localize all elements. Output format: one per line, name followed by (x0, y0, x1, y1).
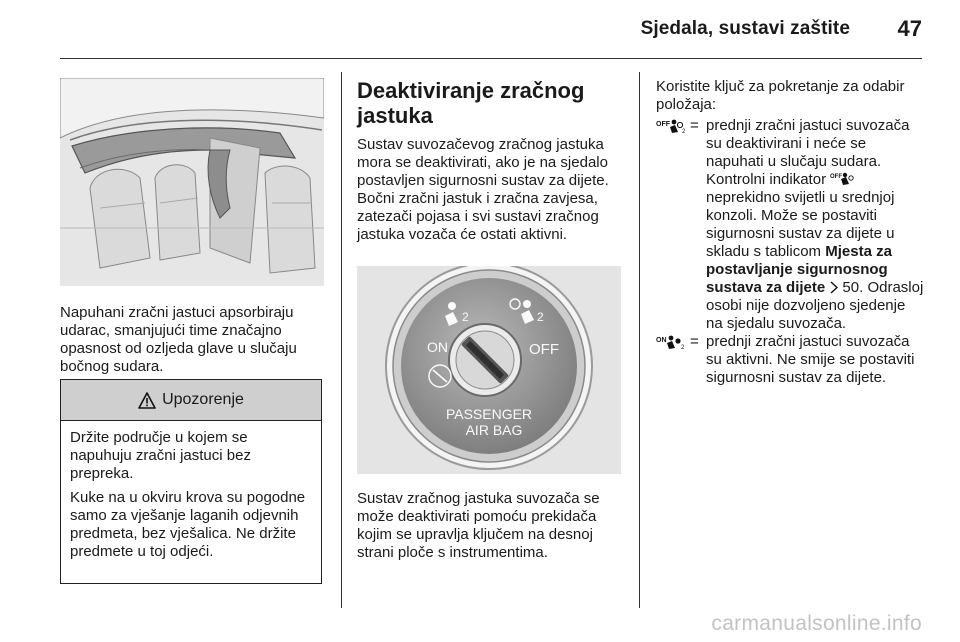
svg-text:OFF: OFF (830, 174, 843, 180)
airbag-switch-illustration (357, 266, 621, 474)
airbag-off-icon (656, 119, 688, 135)
warning-body (61, 421, 321, 561)
switch-passenger-label: PASSENGER (445, 406, 533, 422)
on-definition (656, 333, 926, 387)
airbag-on-icon (656, 335, 688, 351)
warning-paragraph: Držite područje u kojem se napuhuju zračni jastuci bez prepreka. (70, 429, 251, 482)
page-reference-icon (829, 281, 839, 294)
position-definitions (656, 117, 926, 387)
switch-two-right: 2 (537, 310, 544, 324)
header-rule (60, 58, 922, 59)
off-text-part1: prednji zračni jastuci suvozača su deaktivirani i neće se napuhati u slučaju sudara. Kontrolni indikator (706, 117, 910, 188)
switch-caption: Sustav zračnog jastuka suvozača se može deaktivirati pomoću prekidača kojim se upravlja ključem na desnoj strani ploče s instrumentima. (357, 490, 600, 561)
off-text-part2: neprekidno svijetli u srednjoj konzoli. Može se postaviti sigurnosni sustav za dijete u skladu s tablicom (706, 189, 895, 260)
curtain-airbag-drawing (60, 78, 324, 286)
off-text-part3: Odrasloj osobi nije dozvoljeno sjedenje na sjedalu suvozača. (706, 279, 924, 332)
svg-text:2: 2 (681, 345, 685, 351)
off-definition (656, 117, 926, 333)
section-title: Deaktiviranje zračnog jastuka (357, 78, 585, 128)
airbag-off-indicator-icon (830, 172, 856, 186)
off-page-ref[interactable]: 50. (842, 279, 864, 296)
svg-text:OFF: OFF (656, 121, 670, 128)
warning-title: Upozorenje (162, 391, 244, 408)
position-intro: Koristite ključ za pokretanje za odabir položaja: (656, 78, 905, 113)
curtain-caption: Napuhani zračni jastuci apsorbiraju udarac, smanjujući time značajno opasnost od ozljeda glave u slučaju bočnog sudara. (60, 304, 297, 375)
section-intro: Sustav suvozačevog zračnog jastuka mora se deaktivirati, ako je na sjedalo postavljen sigurnosni sustav za dijete. Bočni zračni jastuk i zračna zavjesa, zatezači pojasa i svi sustavi zračnog jastuka vozača će ostati aktivni. (357, 136, 609, 243)
svg-text:ON: ON (656, 337, 667, 344)
warning-triangle-icon (138, 392, 156, 409)
svg-text:2: 2 (682, 129, 686, 135)
airbag-key-switch (357, 266, 621, 474)
switch-on-label: ON (427, 339, 448, 355)
curtain-airbag-illustration (60, 78, 324, 286)
warning-header (61, 380, 321, 421)
switch-off-label: OFF (529, 341, 559, 358)
page-header-title: Sjedala, sustavi zaštite (640, 18, 850, 39)
off-description (706, 117, 926, 333)
on-equals: = (690, 333, 699, 350)
column-divider-1 (341, 72, 342, 608)
switch-airbag-label: AIR BAG (465, 422, 523, 438)
column-divider-2 (639, 72, 640, 608)
page-number: 47 (897, 16, 922, 41)
off-equals: = (690, 117, 699, 134)
watermark: carmanualsonline.info (711, 612, 922, 635)
switch-two-left: 2 (462, 310, 469, 324)
warning-box (60, 379, 322, 584)
warning-paragraph: Kuke na u okviru krova su pogodne samo za vješanje laganih odjevnih predmeta, bez vješalica. Ne držite predmete u toj odjeći. (70, 489, 306, 560)
on-description: prednji zračni jastuci suvozača su aktivni. Ne smije se postaviti sigurnosni sustav za dijete. (706, 333, 915, 386)
child-seat-table-link[interactable]: Mjesta za postavljanje sigurnosnog sustava za dijete (706, 243, 892, 296)
